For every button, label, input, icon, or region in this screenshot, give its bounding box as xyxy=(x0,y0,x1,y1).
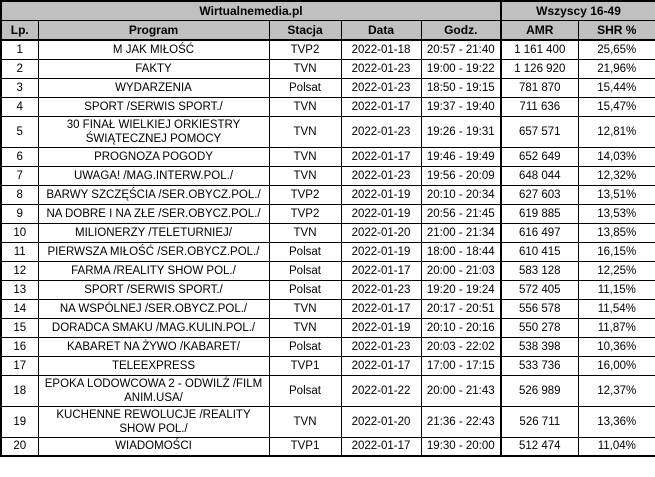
cell-stacja: Polsat xyxy=(269,78,341,97)
cell-data: 2022-01-19 xyxy=(341,318,421,337)
cell-stacja: TVP2 xyxy=(269,40,341,59)
cell-amr: 533 736 xyxy=(501,356,578,375)
cell-godz: 19:37 - 19:40 xyxy=(421,97,501,116)
cell-program: NA DOBRE I NA ZŁE /SER.OBYCZ.POL./ xyxy=(38,204,269,223)
cell-lp: 7 xyxy=(1,166,38,185)
source-title: Wirtualnemedia.pl xyxy=(1,1,501,21)
cell-lp: 15 xyxy=(1,318,38,337)
cell-shr: 15,44% xyxy=(578,78,655,97)
cell-program: SPORT /SERWIS SPORT./ xyxy=(38,280,269,299)
column-header-lp: Lp. xyxy=(1,21,38,41)
cell-stacja: TVN xyxy=(269,147,341,166)
cell-amr: 619 885 xyxy=(501,204,578,223)
cell-data: 2022-01-17 xyxy=(341,97,421,116)
cell-amr: 627 603 xyxy=(501,185,578,204)
table-row xyxy=(1,116,655,147)
cell-lp: 3 xyxy=(1,78,38,97)
table-row xyxy=(1,437,655,456)
cell-program: 30 FINAŁ WIELKIEJ ORKIESTRY ŚWIĄTECZNEJ POMOCY xyxy=(38,116,269,147)
cell-godz: 19:46 - 19:49 xyxy=(421,147,501,166)
cell-data: 2022-01-23 xyxy=(341,337,421,356)
cell-program: EPOKA LODOWCOWA 2 - ODWILŻ /FILM ANIM.USA/ xyxy=(38,375,269,406)
cell-data: 2022-01-23 xyxy=(341,78,421,97)
column-header-godz: Godz. xyxy=(421,21,501,41)
cell-data: 2022-01-19 xyxy=(341,242,421,261)
cell-program: PIERWSZA MIŁOŚĆ /SER.OBYCZ.POL./ xyxy=(38,242,269,261)
table-row xyxy=(1,40,655,59)
cell-godz: 19:30 - 20:00 xyxy=(421,437,501,456)
cell-shr: 13,36% xyxy=(578,406,655,437)
table-row xyxy=(1,318,655,337)
table-row xyxy=(1,375,655,406)
cell-amr: 583 128 xyxy=(501,261,578,280)
table-row xyxy=(1,185,655,204)
cell-stacja: TVN xyxy=(269,116,341,147)
cell-amr: 657 571 xyxy=(501,116,578,147)
cell-amr: 550 278 xyxy=(501,318,578,337)
cell-program: MILIONERZY /TELETURNIEJ/ xyxy=(38,223,269,242)
cell-lp: 17 xyxy=(1,356,38,375)
cell-stacja: TVN xyxy=(269,299,341,318)
cell-lp: 8 xyxy=(1,185,38,204)
table-row xyxy=(1,166,655,185)
table-row xyxy=(1,223,655,242)
cell-amr: 652 649 xyxy=(501,147,578,166)
cell-amr: 1 161 400 xyxy=(501,40,578,59)
cell-program: M JAK MIŁOŚĆ xyxy=(38,40,269,59)
cell-lp: 6 xyxy=(1,147,38,166)
cell-shr: 11,54% xyxy=(578,299,655,318)
cell-lp: 18 xyxy=(1,375,38,406)
cell-lp: 1 xyxy=(1,40,38,59)
cell-amr: 526 711 xyxy=(501,406,578,437)
cell-godz: 20:10 - 20:16 xyxy=(421,318,501,337)
cell-amr: 538 398 xyxy=(501,337,578,356)
cell-program: UWAGA! /MAG.INTERW.POL./ xyxy=(38,166,269,185)
column-header-amr: AMR xyxy=(501,21,578,41)
cell-data: 2022-01-17 xyxy=(341,437,421,456)
cell-shr: 12,81% xyxy=(578,116,655,147)
cell-lp: 11 xyxy=(1,242,38,261)
cell-lp: 14 xyxy=(1,299,38,318)
cell-lp: 16 xyxy=(1,337,38,356)
cell-amr: 610 415 xyxy=(501,242,578,261)
cell-lp: 5 xyxy=(1,116,38,147)
table-row xyxy=(1,147,655,166)
table-body xyxy=(1,40,655,456)
cell-godz: 19:00 - 19:22 xyxy=(421,59,501,78)
cell-data: 2022-01-17 xyxy=(341,261,421,280)
cell-program: NA WSPÓLNEJ /SER.OBYCZ.POL./ xyxy=(38,299,269,318)
audience-group-label: Wszyscy 16-49 xyxy=(501,1,655,21)
cell-lp: 10 xyxy=(1,223,38,242)
cell-stacja: TVN xyxy=(269,223,341,242)
cell-stacja: TVP1 xyxy=(269,437,341,456)
table-row xyxy=(1,97,655,116)
cell-data: 2022-01-17 xyxy=(341,356,421,375)
cell-stacja: TVN xyxy=(269,166,341,185)
cell-amr: 526 989 xyxy=(501,375,578,406)
cell-program: TELEEXPRESS xyxy=(38,356,269,375)
cell-godz: 19:26 - 19:31 xyxy=(421,116,501,147)
cell-program: PROGNOZA POGODY xyxy=(38,147,269,166)
cell-shr: 13,53% xyxy=(578,204,655,223)
column-header-stacja: Stacja xyxy=(269,21,341,41)
cell-amr: 572 405 xyxy=(501,280,578,299)
cell-stacja: TVP2 xyxy=(269,185,341,204)
cell-stacja: Polsat xyxy=(269,337,341,356)
cell-stacja: TVP1 xyxy=(269,356,341,375)
cell-godz: 20:17 - 20:51 xyxy=(421,299,501,318)
cell-amr: 556 578 xyxy=(501,299,578,318)
table-row xyxy=(1,59,655,78)
cell-shr: 11,04% xyxy=(578,437,655,456)
cell-stacja: Polsat xyxy=(269,242,341,261)
cell-data: 2022-01-23 xyxy=(341,166,421,185)
cell-data: 2022-01-20 xyxy=(341,223,421,242)
cell-shr: 12,25% xyxy=(578,261,655,280)
cell-program: WIADOMOŚCI xyxy=(38,437,269,456)
cell-godz: 20:10 - 20:34 xyxy=(421,185,501,204)
cell-program: FARMA /REALITY SHOW POL./ xyxy=(38,261,269,280)
cell-lp: 12 xyxy=(1,261,38,280)
cell-program: BARWY SZCZĘŚCIA /SER.OBYCZ.POL./ xyxy=(38,185,269,204)
cell-lp: 13 xyxy=(1,280,38,299)
table-header xyxy=(1,1,655,40)
cell-stacja: TVN xyxy=(269,406,341,437)
table-row xyxy=(1,242,655,261)
table-row xyxy=(1,78,655,97)
cell-data: 2022-01-17 xyxy=(341,299,421,318)
cell-godz: 18:00 - 18:44 xyxy=(421,242,501,261)
cell-godz: 21:00 - 21:34 xyxy=(421,223,501,242)
table-row xyxy=(1,280,655,299)
cell-shr: 25,65% xyxy=(578,40,655,59)
cell-stacja: TVP2 xyxy=(269,204,341,223)
cell-godz: 17:00 - 17:15 xyxy=(421,356,501,375)
cell-lp: 19 xyxy=(1,406,38,437)
cell-data: 2022-01-17 xyxy=(341,147,421,166)
cell-shr: 10,36% xyxy=(578,337,655,356)
cell-data: 2022-01-20 xyxy=(341,406,421,437)
cell-amr: 512 474 xyxy=(501,437,578,456)
cell-amr: 648 044 xyxy=(501,166,578,185)
cell-shr: 15,47% xyxy=(578,97,655,116)
cell-godz: 19:56 - 20:09 xyxy=(421,166,501,185)
cell-data: 2022-01-23 xyxy=(341,59,421,78)
cell-lp: 9 xyxy=(1,204,38,223)
cell-shr: 11,87% xyxy=(578,318,655,337)
cell-data: 2022-01-23 xyxy=(341,116,421,147)
cell-godz: 20:57 - 21:40 xyxy=(421,40,501,59)
cell-stacja: TVN xyxy=(269,59,341,78)
column-header-data: Data xyxy=(341,21,421,41)
cell-shr: 16,00% xyxy=(578,356,655,375)
cell-shr: 13,51% xyxy=(578,185,655,204)
cell-amr: 616 497 xyxy=(501,223,578,242)
cell-shr: 16,15% xyxy=(578,242,655,261)
cell-godz: 18:50 - 19:15 xyxy=(421,78,501,97)
cell-data: 2022-01-19 xyxy=(341,204,421,223)
cell-program: FAKTY xyxy=(38,59,269,78)
cell-data: 2022-01-19 xyxy=(341,185,421,204)
cell-lp: 20 xyxy=(1,437,38,456)
cell-godz: 19:20 - 19:24 xyxy=(421,280,501,299)
group-header-row xyxy=(1,1,655,21)
cell-stacja: Polsat xyxy=(269,261,341,280)
cell-amr: 711 636 xyxy=(501,97,578,116)
cell-amr: 781 870 xyxy=(501,78,578,97)
table-row xyxy=(1,299,655,318)
cell-lp: 4 xyxy=(1,97,38,116)
cell-shr: 13,85% xyxy=(578,223,655,242)
cell-lp: 2 xyxy=(1,59,38,78)
cell-program: WYDARZENIA xyxy=(38,78,269,97)
table-row xyxy=(1,337,655,356)
column-header-row xyxy=(1,21,655,41)
cell-godz: 20:56 - 21:45 xyxy=(421,204,501,223)
cell-godz: 21:36 - 22:43 xyxy=(421,406,501,437)
cell-shr: 12,32% xyxy=(578,166,655,185)
cell-stacja: TVN xyxy=(269,318,341,337)
cell-data: 2022-01-22 xyxy=(341,375,421,406)
cell-stacja: Polsat xyxy=(269,280,341,299)
table-row xyxy=(1,261,655,280)
column-header-shr: SHR % xyxy=(578,21,655,41)
column-header-program: Program xyxy=(38,21,269,41)
table-row xyxy=(1,406,655,437)
cell-program: KABARET NA ŻYWO /KABARET/ xyxy=(38,337,269,356)
cell-shr: 21,96% xyxy=(578,59,655,78)
cell-program: SPORT /SERWIS SPORT./ xyxy=(38,97,269,116)
table-row xyxy=(1,356,655,375)
cell-shr: 11,15% xyxy=(578,280,655,299)
cell-program: DORADCA SMAKU /MAG.KULIN.POL./ xyxy=(38,318,269,337)
cell-godz: 20:00 - 21:43 xyxy=(421,375,501,406)
cell-godz: 20:00 - 21:03 xyxy=(421,261,501,280)
table-row xyxy=(1,204,655,223)
cell-program: KUCHENNE REWOLUCJE /REALITY SHOW POL./ xyxy=(38,406,269,437)
cell-shr: 12,37% xyxy=(578,375,655,406)
cell-stacja: TVN xyxy=(269,97,341,116)
cell-godz: 20:03 - 22:02 xyxy=(421,337,501,356)
cell-data: 2022-01-23 xyxy=(341,280,421,299)
cell-shr: 14,03% xyxy=(578,147,655,166)
cell-data: 2022-01-18 xyxy=(341,40,421,59)
cell-amr: 1 126 920 xyxy=(501,59,578,78)
cell-stacja: Polsat xyxy=(269,375,341,406)
